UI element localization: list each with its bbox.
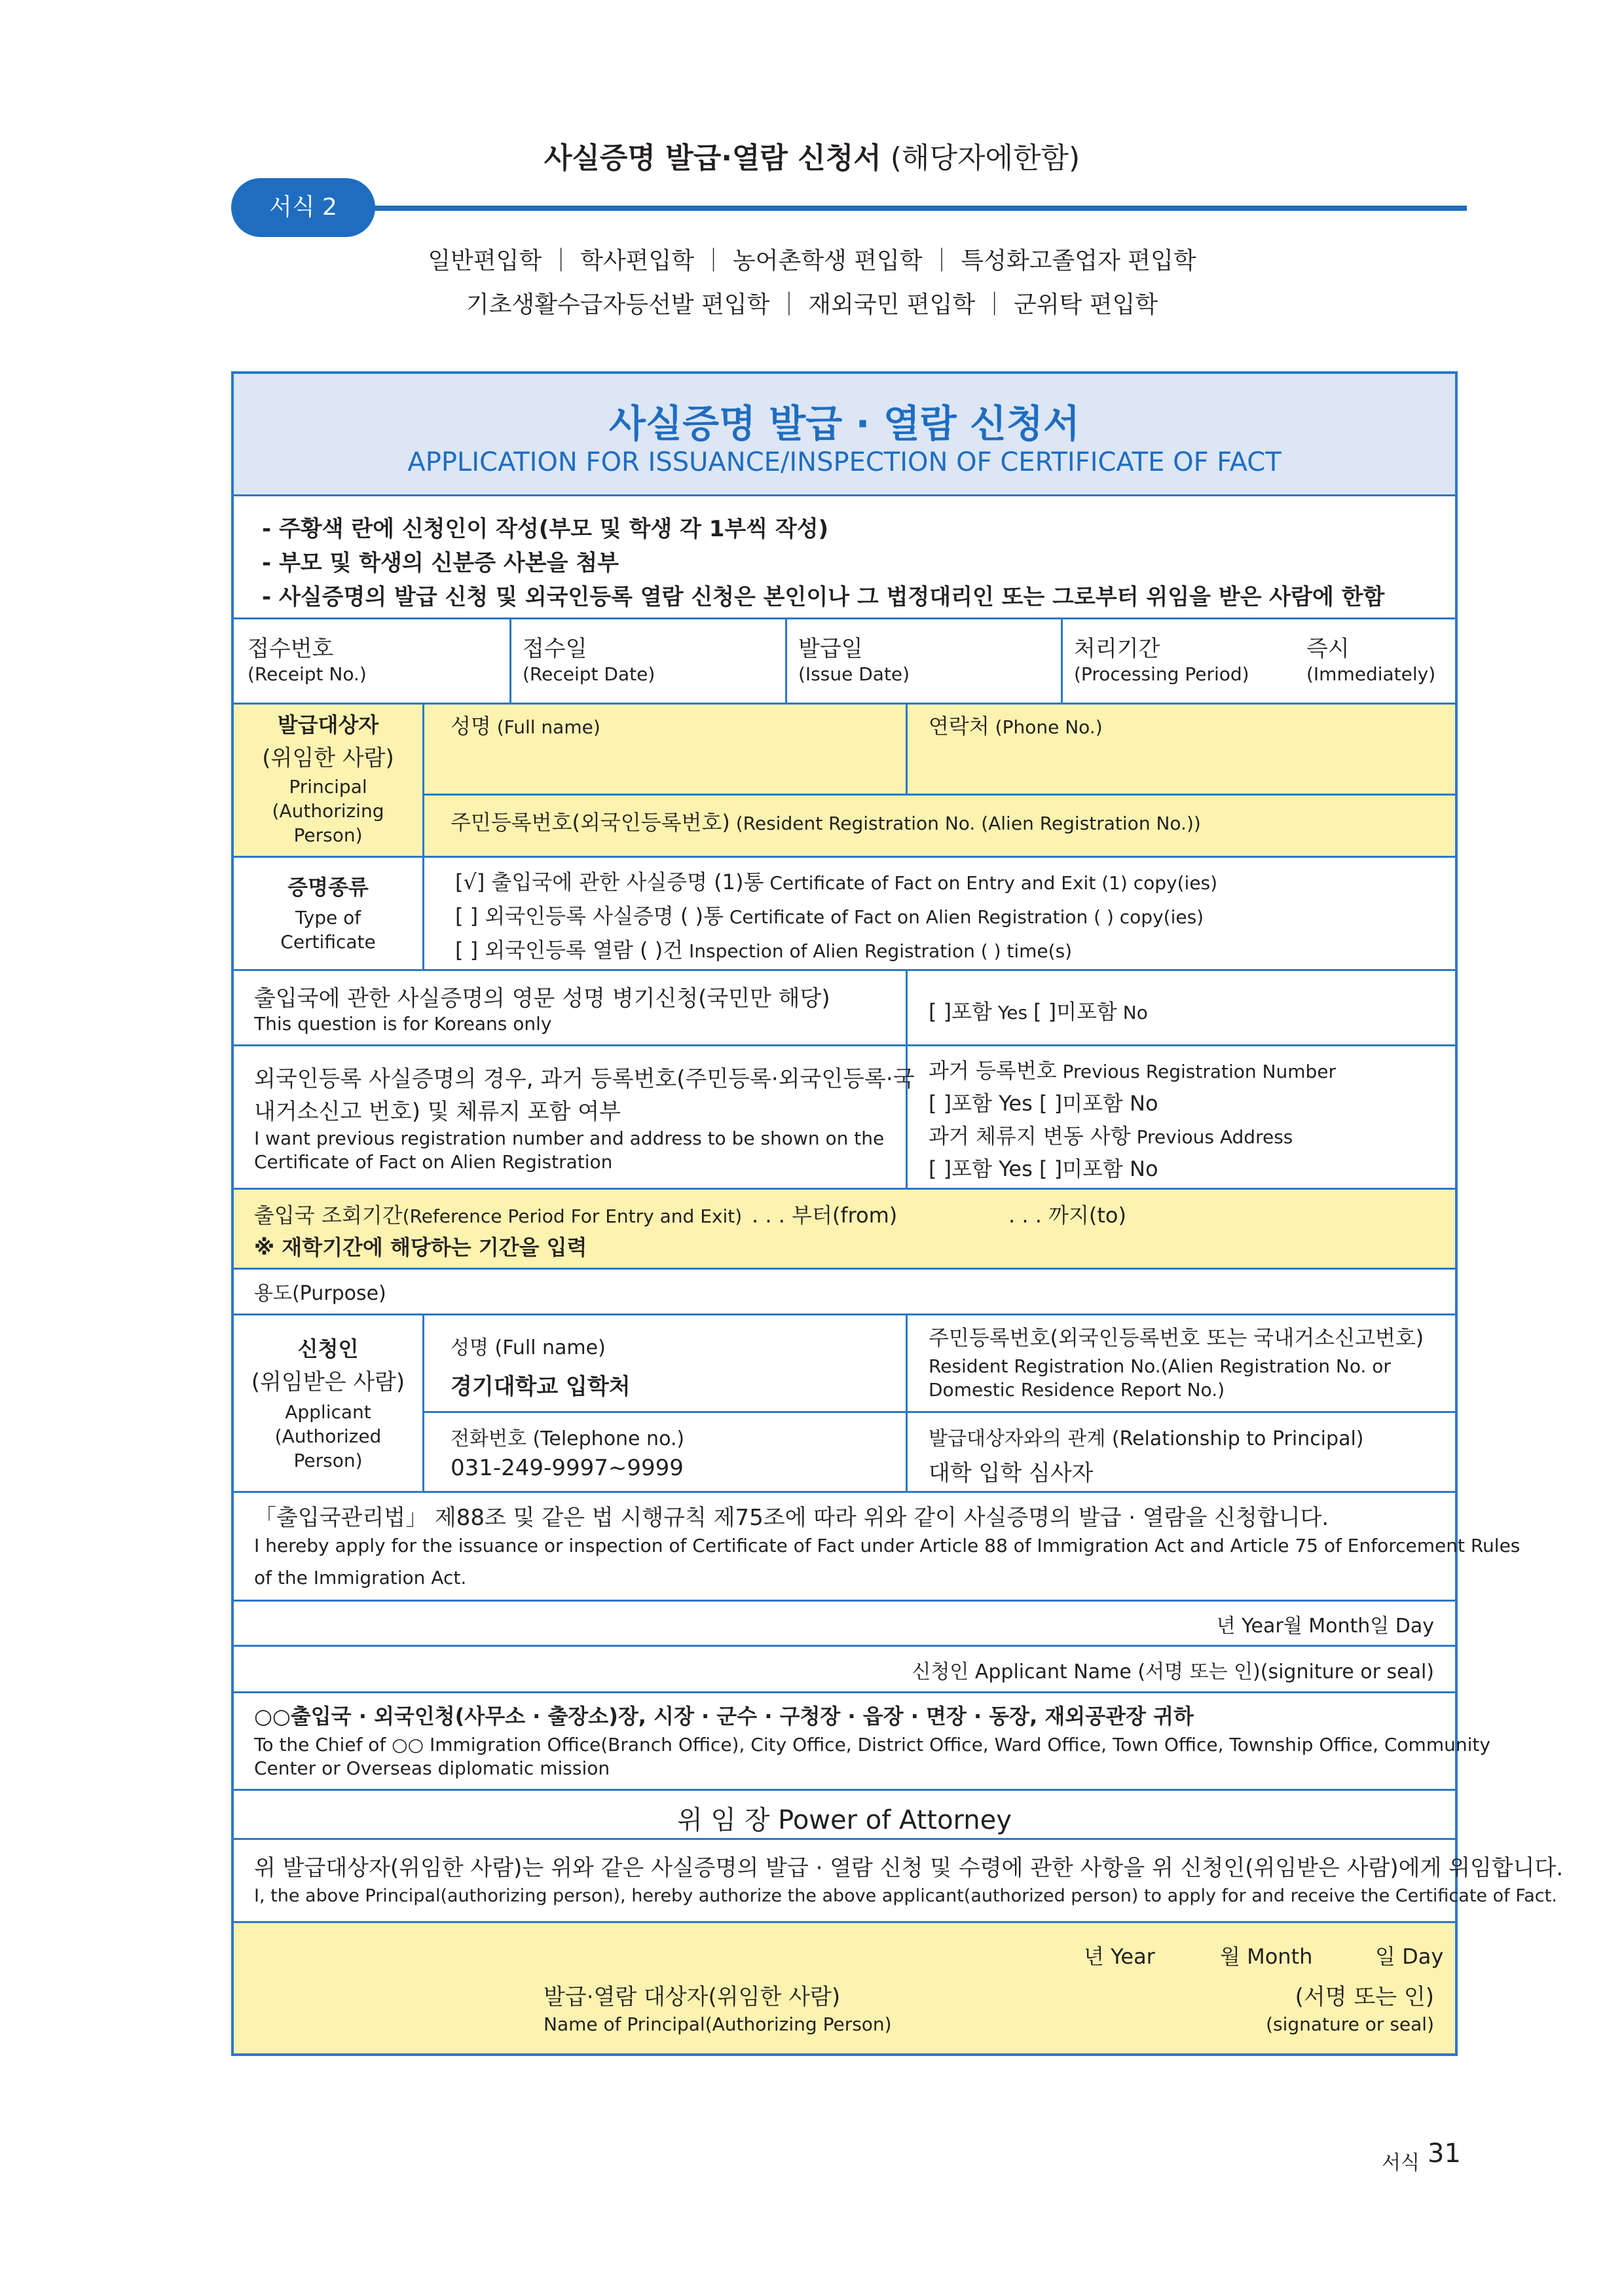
- option-exclude-en: No: [1116, 1002, 1148, 1023]
- col-divider: [906, 705, 908, 794]
- applicant-registration-label-en-1: Resident Registration No.(Alien Registration No. or: [929, 1355, 1391, 1377]
- applicant-sign-line[interactable]: 신청인 Applicant Name (서명 또는 인)(signiture or seal): [912, 1661, 1434, 1683]
- document-title-suffix: (해당자에한함): [881, 141, 1080, 175]
- date-line[interactable]: 년 Year월 Month일 Day: [1216, 1615, 1434, 1638]
- principal-name-field[interactable]: [451, 710, 600, 740]
- document-title-main: 사실증명 발급·열람 신청서: [544, 141, 881, 175]
- applicant-label-en-2: (Authorized: [274, 1425, 382, 1447]
- prev-reg-number-label: [929, 1054, 1336, 1084]
- principal-seal-en: (signature or seal): [1266, 2013, 1434, 2035]
- period-to-field[interactable]: . . . 까지(to): [1008, 1203, 1126, 1228]
- applicant-sublabel: (위임받은 사람): [251, 1369, 405, 1395]
- principal-seal[interactable]: (서명 또는 인): [1295, 1984, 1434, 2010]
- cert-option-label-en: Certificate of Fact on Alien Registration ( ) copy(ies): [723, 906, 1204, 928]
- period-from-field[interactable]: . . . 부터(from): [752, 1203, 898, 1228]
- principal-sublabel: (위임한 사람): [262, 745, 394, 771]
- label-en: Previous Address: [1130, 1126, 1293, 1148]
- attorney-month[interactable]: 월 Month: [1220, 1944, 1313, 1969]
- attorney-text-en: I, the above Principal(authorizing person), hereby authorize the above applicant(authorized person) to apply for and receive the Certificate of Fact.: [254, 1886, 1557, 1906]
- receipt-no-label-en: (Receipt No.): [248, 663, 367, 685]
- prev-reg-question-1: 외국인등록 사실증명의 경우, 과거 등록번호(주민등록·외국인등록·국: [254, 1066, 915, 1092]
- principal-phone-label-en: (Phone No.): [989, 716, 1103, 738]
- row-divider: [234, 1313, 1455, 1315]
- col-divider: [422, 858, 424, 969]
- period-note: ※ 재학기간에 해당하는 기간을 입력: [254, 1235, 587, 1260]
- note-3: - 사실증명의 발급 신청 및 외국인등록 열람 신청은 본인이나 그 법정대리인 또는 그로부터 위임을 받은 사람에 한함: [262, 584, 1385, 610]
- declaration-en-1: I hereby apply for the issuance or inspection of Certificate of Fact under Article 88 of Immigration Act and Article 75 of Enforcement Rules: [254, 1535, 1521, 1556]
- attorney-title: 위 임 장 Power of Attorney: [677, 1805, 1012, 1835]
- row-divider: [234, 1491, 1455, 1493]
- principal-phone-field[interactable]: [929, 710, 1103, 740]
- cert-option-label: [√] 출입국에 관한 사실증명 (1)통: [455, 870, 764, 894]
- label-ko: 과거 등록번호: [929, 1058, 1057, 1083]
- relationship-value[interactable]: 대학 입학 심사자: [929, 1460, 1094, 1486]
- option-include-en: Yes: [991, 1002, 1033, 1023]
- applicant-label: 신청인: [297, 1336, 359, 1361]
- applicant-phone-value[interactable]: 031-249-9997~9999: [451, 1455, 684, 1481]
- principal-registration-label: 주민등록번호(외국인등록번호): [451, 810, 730, 835]
- label-ko: 과거 체류지 변동 사항: [929, 1124, 1131, 1148]
- label-ko: 출입국 조회기간: [254, 1203, 403, 1228]
- immediately-label: 즉시: [1306, 636, 1350, 662]
- row-divider: [234, 1645, 1455, 1647]
- applicant-registration-label-en-2: Domestic Residence Report No.): [929, 1379, 1225, 1401]
- prev-address-label: [929, 1120, 1293, 1150]
- cert-option-label: [ ] 외국인등록 사실증명 ( )통: [455, 904, 724, 928]
- prev-reg-number-options[interactable]: [ ]포함 Yes [ ]미포함 No: [929, 1091, 1158, 1116]
- col-divider: [906, 971, 908, 1044]
- purpose-field[interactable]: 용도(Purpose): [254, 1282, 386, 1305]
- row-divider: [234, 1044, 1455, 1046]
- issue-date-label-en: (Issue Date): [798, 663, 910, 685]
- addressee-en-2: Center or Overseas diplomatic mission: [254, 1757, 610, 1779]
- attorney-text-ko: 위 발급대상자(위임한 사람)는 위와 같은 사실증명의 발급 · 열람 신청 및 수령에 관한 사항을 위 신청인(위임받은 사람)에게 위임합니다.: [254, 1855, 1564, 1881]
- principal-sign-label: 발급·열람 대상자(위임한 사람): [544, 1984, 841, 2010]
- prev-reg-question-2: 내거소신고 번호) 및 체류지 포함 여부: [254, 1099, 621, 1125]
- principal-phone-label: 연락처: [929, 714, 989, 739]
- category-line-2: 기초생활수급자등선발 편입학 ｜ 재외국민 편입학 ｜ 군위탁 편입학: [466, 291, 1158, 318]
- page-number: 31: [1428, 2139, 1461, 2169]
- row-divider: [234, 969, 1455, 971]
- principal-registration-field[interactable]: [451, 806, 1201, 836]
- applicant-registration-label: 주민등록번호(외국인등록번호 또는 국내거소신고번호): [929, 1325, 1424, 1350]
- row-divider: [234, 1838, 1455, 1840]
- row-divider: [234, 1789, 1455, 1791]
- applicant-label-en-3: Person): [293, 1450, 363, 1471]
- principal-name-label-en: (Full name): [490, 716, 600, 738]
- attorney-year[interactable]: 년 Year: [1084, 1944, 1155, 1969]
- immediately-label-en: (Immediately): [1306, 663, 1436, 685]
- prev-reg-question-en-1: I want previous registration number and address to be shown on the: [254, 1128, 885, 1149]
- cert-option-label: [ ] 외국인등록 열람 ( )건: [455, 938, 684, 963]
- principal-sign-label-en: Name of Principal(Authorizing Person): [544, 2013, 892, 2035]
- english-name-question-en: This question is for Koreans only: [254, 1013, 552, 1035]
- principal-label-en-1: Principal: [289, 776, 367, 798]
- label-en: (Reference Period For Entry and Exit): [402, 1205, 743, 1227]
- principal-label: 발급대상자: [277, 712, 379, 737]
- form-title-ko: 사실증명 발급 · 열람 신청서: [608, 401, 1080, 446]
- option-include[interactable]: [ ]포함: [929, 999, 992, 1024]
- addressee-en-1: To the Chief of ○○ Immigration Office(Branch Office), City Office, District Office, Ward Office, Town Office, Township Office, Community: [254, 1734, 1490, 1755]
- period-label: [254, 1199, 742, 1229]
- document-title: [0, 134, 1624, 176]
- row-divider: [234, 1600, 1455, 1602]
- applicant-label-en-1: Applicant: [285, 1401, 371, 1423]
- declaration-en-2: of the Immigration Act.: [254, 1567, 467, 1588]
- processing-period-label: 처리기간: [1074, 636, 1160, 662]
- note-1: - 주황색 란에 신청인이 작성(부모 및 학생 각 1부씩 작성): [262, 516, 829, 542]
- row-divider: [234, 617, 1455, 619]
- applicant-name-label: 성명 (Full name): [451, 1336, 606, 1359]
- cert-option-alien-registration[interactable]: [455, 900, 1204, 930]
- row-divider: [234, 1691, 1455, 1693]
- col-divider: [1061, 617, 1063, 703]
- footer-label: 서식: [1382, 2152, 1420, 2175]
- col-divider: [422, 705, 424, 856]
- english-name-options[interactable]: [929, 995, 1148, 1025]
- principal-name-label: 성명: [451, 714, 491, 739]
- row-divider: [234, 856, 1455, 858]
- col-divider: [906, 1315, 908, 1491]
- issue-date-label: 발급일: [798, 636, 863, 662]
- receipt-date-label-en: (Receipt Date): [523, 663, 655, 685]
- processing-period-label-en: (Processing Period): [1074, 663, 1249, 685]
- receipt-date-label: 접수일: [523, 636, 587, 662]
- principal-label-en-3: Person): [293, 824, 363, 846]
- row-divider: [234, 1268, 1455, 1270]
- prev-reg-question-en-2: Certificate of Fact on Alien Registration: [254, 1151, 613, 1173]
- row-divider: [424, 794, 1455, 796]
- col-divider: [509, 617, 511, 703]
- cert-type-label-en-2: Certificate: [280, 931, 376, 953]
- form-title-en: APPLICATION FOR ISSUANCE/INSPECTION OF CERTIFICATE OF FACT: [407, 447, 1282, 477]
- applicant-name-value[interactable]: 경기대학교 입학처: [451, 1374, 631, 1400]
- addressee-ko: ○○출입국 · 외국인청(사무소 · 출장소)장, 시장 · 군수 · 구청장 · 읍장 · 면장 · 동장, 재외공관장 귀하: [254, 1704, 1194, 1729]
- relationship-label: 발급대상자와의 관계 (Relationship to Principal): [929, 1427, 1364, 1450]
- col-divider: [422, 1315, 424, 1491]
- label-en: Previous Registration Number: [1056, 1061, 1337, 1082]
- form-tag: 서식 2: [231, 178, 375, 237]
- attorney-day[interactable]: 일 Day: [1375, 1944, 1444, 1969]
- option-exclude[interactable]: [ ]미포함: [1033, 999, 1117, 1024]
- col-divider: [785, 617, 787, 703]
- principal-registration-label-en: (Resident Registration No. (Alien Registration No.)): [729, 813, 1201, 834]
- cert-option-alien-inspection[interactable]: [455, 934, 1072, 964]
- cert-option-label-en: Certificate of Fact on Entry and Exit (1) copy(ies): [764, 872, 1218, 894]
- applicant-phone-label: 전화번호 (Telephone no.): [451, 1427, 685, 1450]
- receipt-no-label: 접수번호: [248, 636, 334, 662]
- cert-type-label: 증명종류: [287, 875, 369, 900]
- row-divider: [424, 1411, 1455, 1413]
- note-2: - 부모 및 학생의 신분증 사본을 첨부: [262, 550, 619, 576]
- tag-divider: [367, 206, 1467, 211]
- category-line-1: 일반편입학 ｜ 학사편입학 ｜ 농어촌학생 편입학 ｜ 특성화고졸업자 편입학: [428, 248, 1196, 274]
- prev-address-options[interactable]: [ ]포함 Yes [ ]미포함 No: [929, 1156, 1158, 1181]
- principal-label-en-2: (Authorizing: [272, 800, 384, 822]
- declaration-ko: 「출입국관리법」 제88조 및 같은 법 시행규칙 제75조에 따라 위와 같이 사실증명의 발급 · 열람을 신청합니다.: [254, 1505, 1329, 1531]
- cert-option-entry-exit[interactable]: [455, 866, 1217, 896]
- english-name-question: 출입국에 관한 사실증명의 영문 성명 병기신청(국민만 해당): [254, 985, 830, 1012]
- cert-type-label-en-1: Type of: [295, 907, 361, 928]
- cert-option-label-en: Inspection of Alien Registration ( ) time(s): [683, 940, 1073, 962]
